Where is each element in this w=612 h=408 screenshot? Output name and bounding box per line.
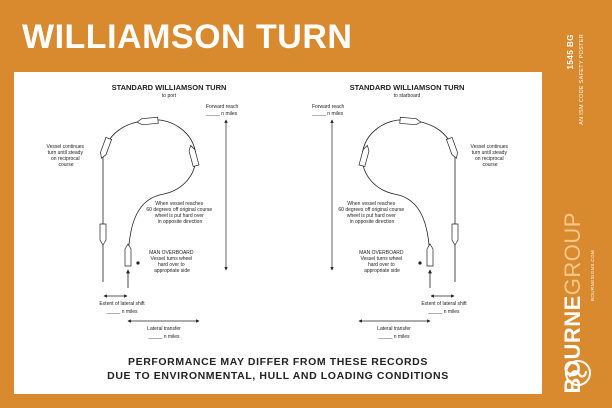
brand-part-2: GROUP <box>560 212 585 296</box>
man-overboard-text: MAN OVERBOARD Vessel turns wheel hard over to appropriate side <box>359 250 404 274</box>
vessel-icon <box>446 137 459 159</box>
lateral-transfer-units: _____ n miles <box>148 334 180 340</box>
vessel-icon <box>427 244 433 266</box>
vessel-continues-text: Vessel continues turn until steady on reciprocal course <box>470 144 509 168</box>
footer-line-2: DUE TO ENVIRONMENTAL, HULL AND LOADING CONDITIONS <box>107 370 449 382</box>
lateral-shift-units: _____ n miles <box>428 309 460 315</box>
poster-code: 1545 BG <box>566 34 575 70</box>
vessel-reaches-text: When vessel reaches 60 degrees off original course wheel is put hard over in opposite direction <box>338 201 405 225</box>
vessel-icon <box>188 145 199 167</box>
diagram-title: STANDARD WILLIAMSON TURN <box>111 83 227 92</box>
forward-reach-units: _____ n miles <box>312 111 344 117</box>
vessel-continues-text: Vessel continues turn until steady on reciprocal course <box>46 144 85 168</box>
footer-line-1: PERFORMANCE MAY DIFFER FROM THESE RECORDS <box>128 356 428 368</box>
diagram-subtitle: to port <box>161 93 177 99</box>
lateral-shift-label: Extent of lateral shift <box>99 301 145 307</box>
poster-title: WILLIAMSON TURN <box>22 18 353 56</box>
vessel-icon <box>359 145 370 167</box>
lateral-transfer-label: Lateral transfer <box>147 326 181 332</box>
man-overboard-point <box>136 261 139 264</box>
diagram-port <box>47 83 239 340</box>
forward-reach-label: Forward reach <box>206 104 239 110</box>
diagram-starboard <box>311 83 509 340</box>
bourne-wave-logo-icon <box>565 360 591 386</box>
lateral-shift-units: _____ n miles <box>106 309 138 315</box>
vessel-icon <box>452 224 458 245</box>
forward-reach-units: _____ n miles <box>206 111 238 117</box>
diagram-title: STANDARD WILLIAMSON TURN <box>349 83 465 92</box>
williamson-turn-diagrams <box>14 72 542 394</box>
vessel-reaches-text: When vessel reaches 60 degrees off original course wheel is put hard over in opposite direction <box>146 201 213 225</box>
vessel-icon <box>100 224 106 245</box>
brand-url: BOURNESIGNS.COM <box>590 250 595 302</box>
vessel-icon <box>125 244 131 266</box>
forward-reach-label: Forward reach <box>312 104 345 110</box>
man-overboard-text: MAN OVERBOARD Vessel turns wheel hard over to appropriate side <box>149 250 194 274</box>
diagram-panel <box>14 72 542 394</box>
lateral-transfer-units: _____ n miles <box>378 334 410 340</box>
poster-subtitle: AN ISM CODE SAFETY POSTER <box>579 34 585 125</box>
lateral-shift-label: Extent of lateral shift <box>421 301 467 307</box>
vessel-icon <box>137 117 158 125</box>
diagram-subtitle: to starboard <box>393 93 421 99</box>
brand-part-1: BOURNE <box>560 295 585 394</box>
man-overboard-point <box>418 261 421 264</box>
vessel-icon <box>400 117 421 125</box>
lateral-transfer-label: Lateral transfer <box>377 326 411 332</box>
vessel-icon <box>99 137 112 159</box>
